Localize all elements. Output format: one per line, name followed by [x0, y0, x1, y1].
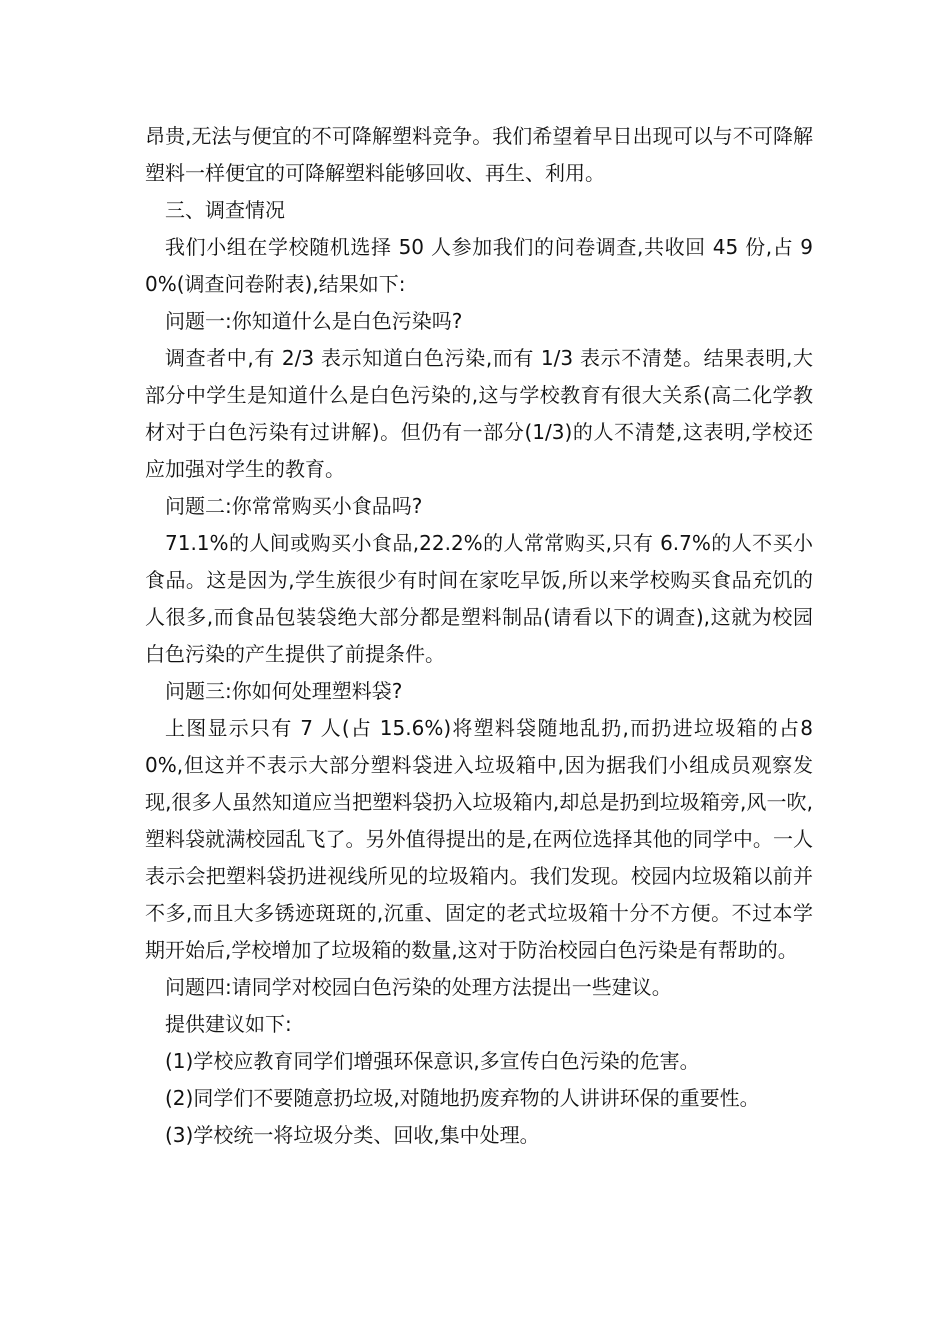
question-1-heading: 问题一:你知道什么是白色污染吗? — [165, 309, 463, 333]
question-3-heading: 问题三:你如何处理塑料袋? — [165, 679, 403, 703]
document-body — [145, 118, 813, 1154]
suggestions-intro: 提供建议如下: — [165, 1012, 292, 1036]
suggestion-item-1: (1)学校应教育同学们增强环保意识,多宣传白色污染的危害。 — [165, 1049, 700, 1073]
suggestion-item-2: (2)同学们不要随意扔垃圾,对随地扔废弃物的人讲讲环保的重要性。 — [165, 1086, 760, 1110]
question-3-answer: 上图显示只有 7 人(占 15.6%)将塑料袋随地乱扔,而扔进垃圾箱的占80%,但这并不表示大部分塑料袋进入垃圾箱中,因为据我们小组成员观察发现,很多人虽然知道应当把塑料袋扔入垃圾箱内,却总是扔到垃圾箱旁,风一吹,塑料袋就满校园乱飞了。另外值得提出的是,在两位选择其他的同学中。一人表示会把塑料袋扔进视线所见的垃圾箱内。我们发现。校园内垃圾箱以前并不多,而且大多锈迹斑斑的,沉重、固定的老式垃圾箱十分不方便。不过本学期开始后,学校增加了垃圾箱的数量,这对于防治校园白色污染是有帮助的。 — [145, 716, 813, 962]
paragraph-continuation: 昂贵,无法与便宜的不可降解塑料竞争。我们希望着早日出现可以与不可降解塑料一样便宜的可降解塑料能够回收、再生、利用。 — [145, 124, 813, 185]
paragraph-survey-intro: 我们小组在学校随机选择 50 人参加我们的问卷调查,共收回 45 份,占 90%(调查问卷附表),结果如下: — [145, 235, 813, 296]
question-2-heading: 问题二:你常常购买小食品吗? — [165, 494, 423, 518]
question-1-answer: 调查者中,有 2/3 表示知道白色污染,而有 1/3 表示不清楚。结果表明,大部分中学生是知道什么是白色污染的,这与学校教育有很大关系(高二化学教材对于白色污染有过讲解)。但仍有一部分(1/3)的人不清楚,这表明,学校还应加强对学生的教育。 — [145, 346, 813, 481]
section-heading-survey: 三、调查情况 — [165, 198, 285, 222]
suggestion-item-3: (3)学校统一将垃圾分类、回收,集中处理。 — [165, 1123, 540, 1147]
question-4-heading: 问题四:请同学对校园白色污染的处理方法提出一些建议。 — [165, 975, 672, 999]
question-2-answer: 71.1%的人间或购买小食品,22.2%的人常常购买,只有 6.7%的人不买小食品。这是因为,学生族很少有时间在家吃早饭,所以来学校购买食品充饥的人很多,而食品包装袋绝大部分都是塑料制品(请看以下的调查),这就为校园白色污染的产生提供了前提条件。 — [145, 531, 813, 666]
